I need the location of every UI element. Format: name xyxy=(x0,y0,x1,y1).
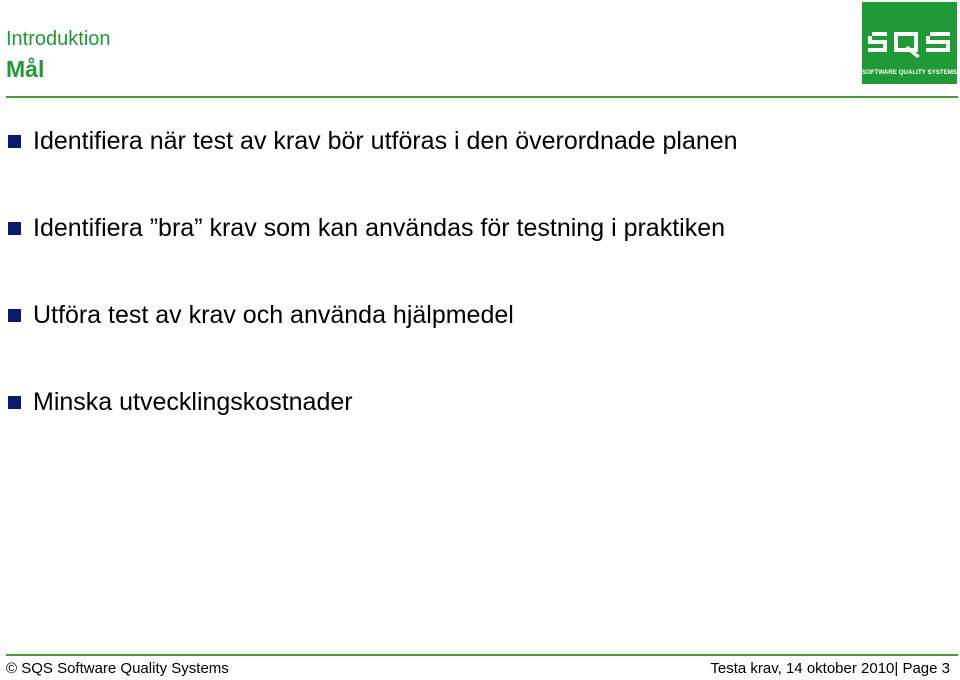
section-label: Introduktion xyxy=(6,28,111,50)
footer-divider xyxy=(6,654,958,656)
list-item xyxy=(8,124,738,158)
square-bullet-icon xyxy=(8,135,21,148)
list-item xyxy=(8,385,353,419)
bullet-text: Utföra test av krav och använda hjälpmedel xyxy=(33,301,514,329)
square-bullet-icon xyxy=(8,309,21,322)
bullet-text: Minska utvecklingskostnader xyxy=(33,388,353,416)
slide-title: Mål xyxy=(6,56,45,82)
logo-subtitle: SOFTWARE QUALITY SYSTEMS xyxy=(862,69,957,76)
bullet-text: Identifiera ”bra” krav som kan användas för testning i praktiken xyxy=(33,214,726,242)
bullet-text: Identifiera när test av krav bör utföras i den överordnade planen xyxy=(33,127,738,155)
list-item xyxy=(8,211,725,245)
header-divider xyxy=(6,96,958,98)
square-bullet-icon xyxy=(8,222,21,235)
footer-page-info: Testa krav, 14 oktober 2010| Page 3 xyxy=(710,660,950,677)
square-bullet-icon xyxy=(8,396,21,409)
list-item xyxy=(8,298,514,332)
footer-copyright: © SQS Software Quality Systems xyxy=(6,660,229,677)
sqs-logo xyxy=(862,2,957,84)
